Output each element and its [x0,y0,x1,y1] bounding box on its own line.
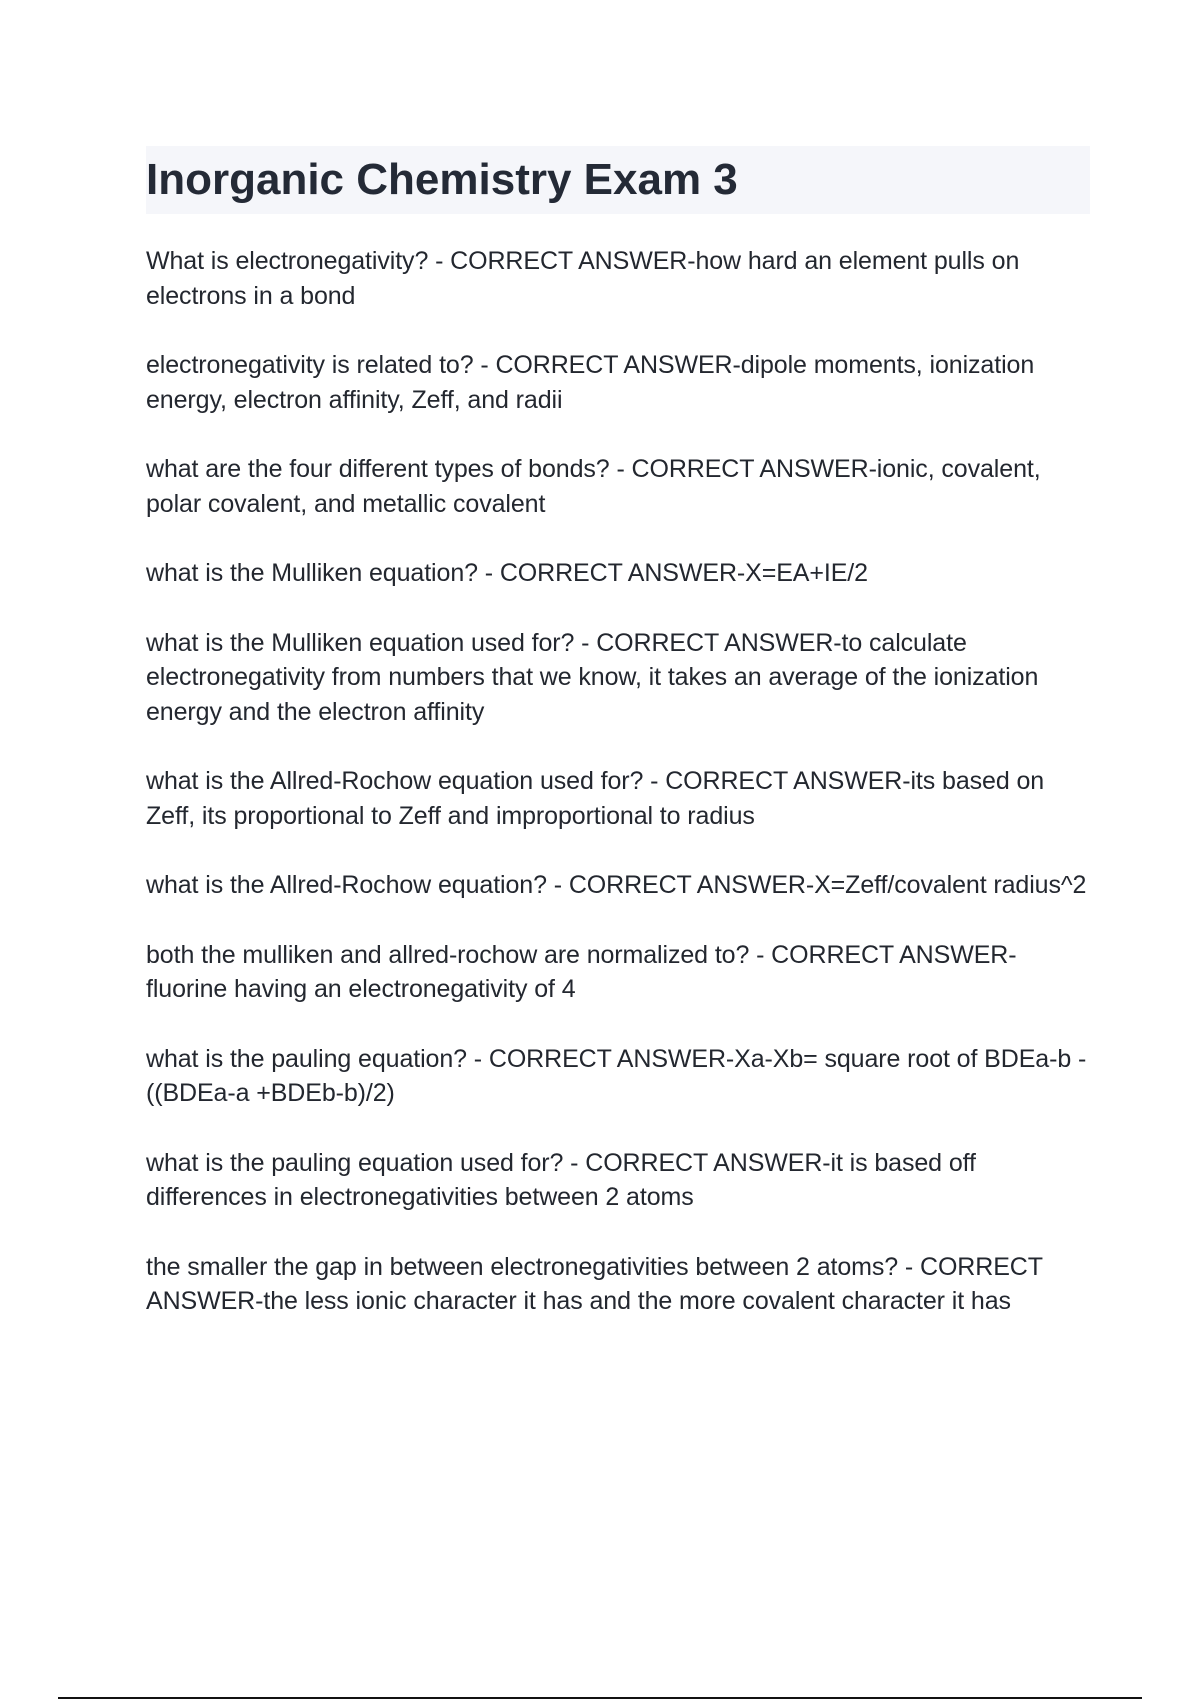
qa-entry-3: what are the four different types of bonds? - CORRECT ANSWER-ionic, covalent, polar covalent, and metallic covalent [146,455,1041,518]
footer-divider [58,1697,1142,1699]
qa-entry-8: both the mulliken and allred-rochow are normalized to? - CORRECT ANSWER-fluorine having an electronegativity of 4 [146,940,1017,1003]
qa-entry-2: electronegativity is related to? - CORRECT ANSWER-dipole moments, ionization energy, electron affinity, Zeff, and radii [146,351,1035,414]
title-banner [146,146,1090,214]
page-title: Inorganic Chemistry Exam 3 [146,155,738,204]
qa-entry-10: what is the pauling equation used for? - CORRECT ANSWER-it is based off differences in electronegativities between 2 atoms [146,1148,976,1211]
question-answer-list [146,244,1090,1354]
qa-entry-11: the smaller the gap in between electronegativities between 2 atoms? - CORRECT ANSWER-the less ionic character it has and the more covalent character it has [146,1252,1043,1315]
qa-entry-6: what is the Allred-Rochow equation used for? - CORRECT ANSWER-its based on Zeff, its proportional to Zeff and improportional to radius [146,767,1045,830]
qa-entry-1: What is electronegativity? - CORRECT ANSWER-how hard an element pulls on electrons in a bond [146,247,1020,310]
qa-entry-9: what is the pauling equation? - CORRECT ANSWER-Xa-Xb= square root of BDEa-b - ((BDEa-a +BDEb-b)/2) [146,1044,1087,1107]
qa-entry-4: what is the Mulliken equation? - CORRECT ANSWER-X=EA+IE/2 [146,559,868,587]
qa-entry-5: what is the Mulliken equation used for? - CORRECT ANSWER-to calculate electronegativity from numbers that we know, it takes an average of the ionization energy and the electron affinity [146,628,1039,726]
qa-entry-7: what is the Allred-Rochow equation? - CORRECT ANSWER-X=Zeff/covalent radius^2 [146,871,1087,899]
